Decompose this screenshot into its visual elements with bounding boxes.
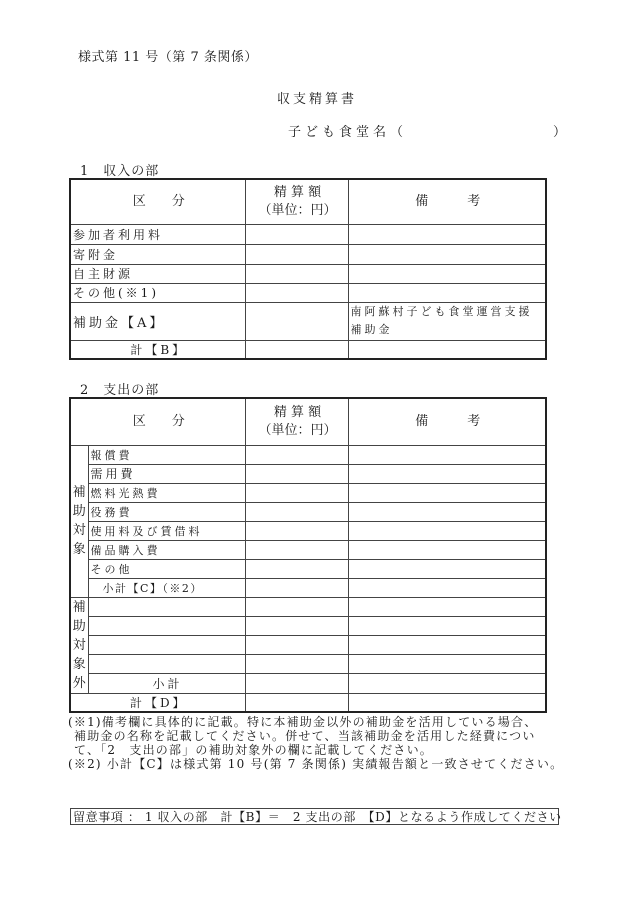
total-row (70, 693, 546, 712)
amount-cell[interactable] (245, 464, 348, 483)
header-amount-line1: 精 算 額 (273, 404, 322, 420)
cafeteria-name-label: 子ども食堂名（ (288, 125, 408, 140)
income-header-row (70, 179, 546, 224)
amount-cell[interactable] (245, 445, 348, 464)
remarks-cell[interactable] (348, 635, 546, 654)
table-row (70, 445, 546, 464)
row-label: 需用費 (88, 464, 245, 483)
amount-cell[interactable] (245, 283, 348, 302)
table-row (70, 616, 546, 635)
document-title: 収支精算書 (277, 92, 358, 107)
remarks-cell[interactable] (348, 224, 546, 244)
item-cell[interactable] (88, 597, 245, 616)
remarks-cell[interactable] (348, 445, 546, 464)
note-2: (※2) 小計【C】は様式第 10 号(第 7 条関係) 実績報告額と一致させてください。 (68, 757, 564, 771)
amount-cell[interactable] (245, 655, 348, 674)
subtotal-row (70, 578, 546, 597)
cafeteria-name-close: ） (553, 125, 567, 140)
table-row (70, 340, 546, 359)
ineligible-group-text: 補助対象外 (72, 599, 86, 691)
amount-cell[interactable] (245, 540, 348, 559)
amount-cell[interactable] (245, 244, 348, 264)
table-row (70, 502, 546, 521)
amount-cell[interactable] (245, 597, 348, 616)
expense-table (69, 397, 547, 713)
amount-cell[interactable] (245, 559, 348, 578)
remarks-cell[interactable] (348, 483, 546, 502)
item-cell[interactable] (88, 655, 245, 674)
table-row (70, 559, 546, 578)
reminder-box: 留意事項 ： 1 収入の部 計【B】＝ 2 支出の部 【D】となるよう作成してください (70, 808, 559, 825)
amount-cell[interactable] (245, 340, 348, 359)
header-remarks: 備 考 (348, 179, 546, 224)
header-category: 区 分 (70, 179, 245, 224)
header-amount-line2: （単位：円） (258, 422, 337, 438)
table-row (70, 302, 546, 340)
row-label: 補助金【A】 (70, 302, 245, 340)
header-category: 区 分 (70, 398, 245, 445)
remarks-cell[interactable] (348, 693, 546, 712)
subtotal-label: 小計 (88, 674, 245, 693)
header-remarks: 備 考 (348, 398, 546, 445)
table-row (70, 483, 546, 502)
income-table (69, 178, 547, 360)
table-row (70, 655, 546, 674)
table-row (70, 224, 546, 244)
remarks-cell[interactable] (348, 302, 546, 340)
remarks-cell[interactable] (348, 578, 546, 597)
table-row (70, 464, 546, 483)
remarks-cell[interactable] (348, 597, 546, 616)
row-label: 備品購入費 (88, 540, 245, 559)
amount-cell[interactable] (245, 635, 348, 654)
remarks-cell[interactable] (348, 340, 546, 359)
total-d-label: 計【D】 (70, 693, 245, 712)
header-amount (245, 179, 348, 224)
remarks-cell[interactable] (348, 540, 546, 559)
row-label: その他 (88, 559, 245, 578)
table-row (70, 244, 546, 264)
form-number: 様式第 11 号（第 7 条関係） (78, 50, 258, 65)
amount-cell[interactable] (245, 616, 348, 635)
expense-header-row (70, 398, 546, 445)
table-row (70, 635, 546, 654)
amount-cell[interactable] (245, 521, 348, 540)
row-label: 役務費 (88, 502, 245, 521)
row-label: 自主財源 (70, 264, 245, 283)
item-cell[interactable] (88, 635, 245, 654)
table-row (70, 597, 546, 616)
total-label: 計【B】 (70, 340, 245, 359)
table-row (70, 264, 546, 283)
subtotal-row (70, 674, 546, 693)
table-row (70, 521, 546, 540)
header-amount (245, 398, 348, 445)
remarks-cell[interactable] (348, 655, 546, 674)
remarks-cell[interactable] (348, 616, 546, 635)
eligible-group-text: 補助対象 (72, 485, 86, 557)
amount-cell[interactable] (245, 224, 348, 244)
remarks-cell[interactable] (348, 464, 546, 483)
header-amount-line1: 精 算 額 (273, 184, 322, 200)
table-row (70, 540, 546, 559)
row-label: 燃料光熱費 (88, 483, 245, 502)
amount-cell[interactable] (245, 302, 348, 340)
row-label: その他(※1) (70, 283, 245, 302)
header-amount-line2: （単位：円） (258, 202, 337, 218)
amount-cell[interactable] (245, 693, 348, 712)
amount-cell[interactable] (245, 483, 348, 502)
remarks-cell[interactable] (348, 264, 546, 283)
remarks-cell[interactable] (348, 521, 546, 540)
amount-cell[interactable] (245, 264, 348, 283)
remarks-line1: 南阿蘇村子ども食堂運営支援 (350, 305, 533, 318)
item-cell[interactable] (88, 616, 245, 635)
note-1-line-3: て、「2 支出の部」の補助対象外の欄に記載してください。 (74, 743, 433, 757)
table-row (70, 283, 546, 302)
row-label: 寄附金 (70, 244, 245, 264)
income-section-title: 1 収入の部 (80, 164, 160, 179)
row-label: 報償費 (88, 445, 245, 464)
amount-cell[interactable] (245, 502, 348, 521)
remarks-cell[interactable] (348, 559, 546, 578)
remarks-cell[interactable] (348, 502, 546, 521)
row-label: 参加者利用料 (70, 224, 245, 244)
eligible-group-label (70, 445, 88, 597)
note-1-line-2: 補助金の名称を記載してください。併せて、当該補助金を活用した経費につい (74, 729, 536, 743)
amount-cell[interactable] (245, 674, 348, 693)
amount-cell[interactable] (245, 578, 348, 597)
remarks-cell[interactable] (348, 283, 546, 302)
subtotal-c-label: 小計【C】（※2） (88, 578, 245, 597)
ineligible-group-label (70, 597, 88, 693)
remarks-line2: 補助金 (350, 323, 393, 336)
remarks-cell[interactable] (348, 244, 546, 264)
remarks-cell[interactable] (348, 674, 546, 693)
expense-section-title: 2 支出の部 (80, 383, 160, 398)
note-1-line-1: (※1)備考欄に具体的に記載。特に本補助金以外の補助金を活用している場合、 (68, 715, 538, 729)
row-label: 使用料及び賃借料 (88, 521, 245, 540)
